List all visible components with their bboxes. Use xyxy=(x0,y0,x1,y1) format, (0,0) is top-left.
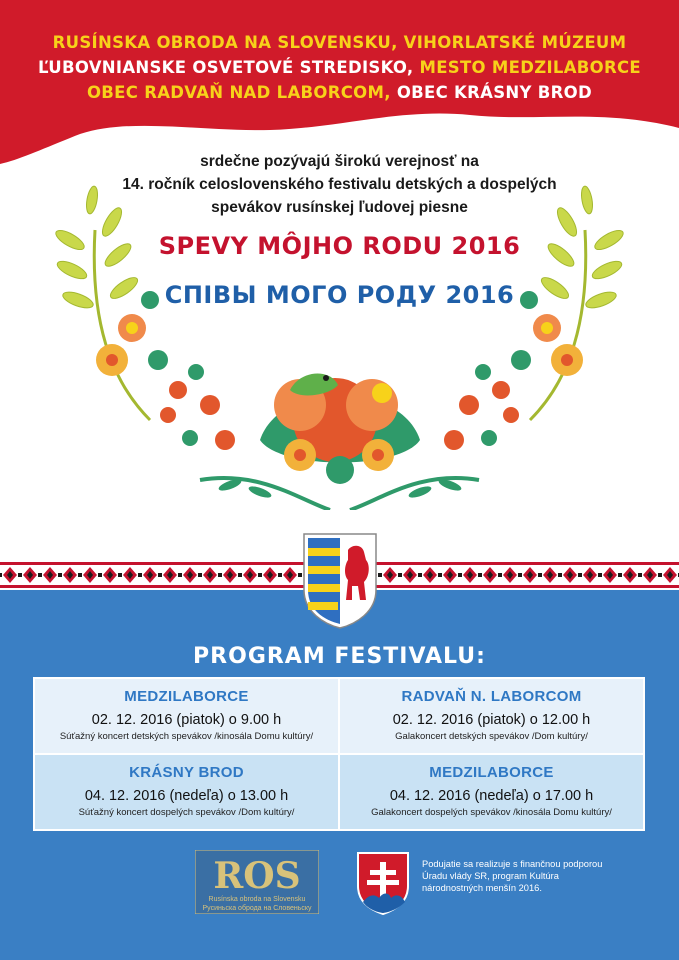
organizers-line2a: ĽUBOVNIANSKE OSVETOVÉ STREDISKO, xyxy=(38,58,420,77)
program-title: PROGRAM FESTIVALU: xyxy=(193,644,486,669)
slovak-coat-of-arms-icon xyxy=(355,850,411,916)
organizers-line1: RUSÍNSKA OBRODA NA SLOVENSKU, VIHORLATSKÉ MÚZEUM xyxy=(52,33,627,52)
event-description: Súťažný koncert dospelých spevákov /Dom kultúry/ xyxy=(78,807,295,818)
floral-wreath-illustration xyxy=(0,180,679,510)
event-date: 02. 12. 2016 (piatok) o 9.00 h xyxy=(91,712,282,728)
organizers-line2b: MESTO MEDZILABORCE xyxy=(419,58,641,77)
ros-logo xyxy=(195,850,319,914)
program-table xyxy=(33,677,645,831)
festival-title-ru: СПІВЫ МОГО РОДУ 2016 xyxy=(164,281,515,309)
event-cell xyxy=(340,755,643,829)
ros-logo-line1: Rusínska obroda na Slovensku xyxy=(208,896,306,903)
event-date: 04. 12. 2016 (nedeľa) o 13.00 h xyxy=(84,788,289,804)
event-cell xyxy=(340,679,643,753)
event-description: Galakoncert detských spevákov /Dom kultúry/ xyxy=(395,731,588,742)
organizers-list xyxy=(0,30,679,105)
support-text: Podujatie sa realizuje s finančnou podporou Úradu vlády SR, program Kultúra národnostných menšín 2016. xyxy=(422,859,603,893)
organizers-line3b: OBEC KRÁSNY BROD xyxy=(396,83,593,102)
event-place: KRÁSNY BROD xyxy=(129,764,244,781)
invitation-line1: srdečne pozývajú širokú verejnosť na xyxy=(200,153,479,170)
ros-logo-line2: Русиньска оброда на Словеньску xyxy=(202,905,312,912)
event-place: MEDZILABORCE xyxy=(429,764,554,781)
event-description: Súťažný koncert detských spevákov /kinosála Domu kultúry/ xyxy=(59,731,314,742)
festival-title-sk: SPEVY MÔJHO RODU 2016 xyxy=(158,232,521,260)
event-date: 04. 12. 2016 (nedeľa) o 17.00 h xyxy=(389,788,594,804)
event-place: MEDZILABORCE xyxy=(124,688,249,705)
organizers-line3a: OBEC RADVAŇ NAD LABORCOM, xyxy=(86,83,397,102)
invitation-line3: spevákov rusínskej ľudovej piesne xyxy=(211,199,468,216)
event-place: RADVAŇ N. LABORCOM xyxy=(401,688,582,705)
event-description: Galakoncert dospelých spevákov /kinosála Domu kultúry/ xyxy=(371,807,612,818)
rusyn-coat-of-arms-icon xyxy=(300,530,380,630)
event-date: 02. 12. 2016 (piatok) o 12.00 h xyxy=(392,712,591,728)
ros-logo-letters: ROS xyxy=(213,855,301,897)
event-cell xyxy=(35,679,338,753)
invitation-line2: 14. ročník celoslovenského festivalu detských a dospelých xyxy=(122,176,557,193)
event-cell xyxy=(35,755,338,829)
